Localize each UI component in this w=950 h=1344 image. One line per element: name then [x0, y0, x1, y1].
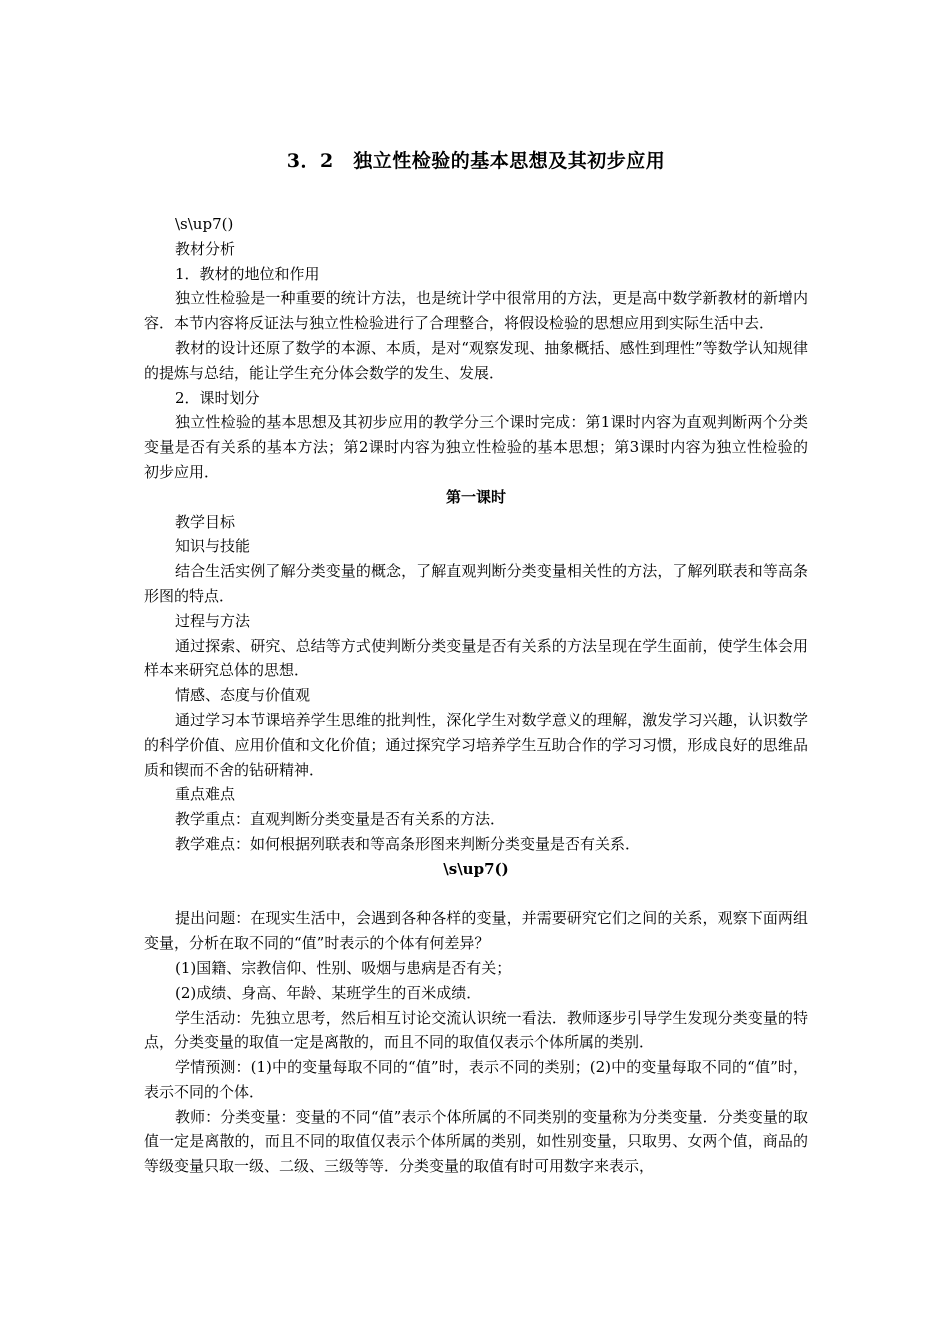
paragraph: 学情预测：(1)中的变量每取不同的“值”时，表示不同的类别；(2)中的变量每取不同的“值”时，表示不同的个体．: [144, 1058, 808, 1101]
subheading-process-method: 过程与方法: [175, 611, 251, 630]
paragraph: 独立性检验的基本思想及其初步应用的教学分三个课时完成：第1课时内容为直观判断两个分类变量是否有关系的基本方法；第2课时内容为独立性检验的基本思想；第3课时内容为独立性检验的初步应用．: [144, 413, 808, 481]
paragraph: 提出问题：在现实生活中，会遇到各种各样的变量，并需要研究它们之间的关系，观察下面两组变量，分析在取不同的“值”时表示的个体有何差异？: [144, 909, 808, 953]
subheading-knowledge-skills: 知识与技能: [175, 537, 251, 556]
document-body: [144, 212, 808, 1179]
paragraph: 独立性检验是一种重要的统计方法，也是统计学中很常用的方法，更是高中数学新教材的新增内容．本节内容将反证法与独立性检验进行了合理整合，将假设检验的思想应用到实际生活中去．: [144, 289, 808, 333]
blank-line: [144, 882, 808, 907]
subheading-status-role: 1．教材的地位和作用: [175, 264, 320, 283]
paragraph: 教学难点：如何根据列联表和等高条形图来判断分类变量是否有关系．: [175, 834, 641, 853]
center-marker: \s\up7(): [443, 859, 509, 878]
section-heading-key-points: 重点难点: [175, 785, 236, 804]
paragraph: 教师：分类变量：变量的不同“值”表示个体所属的不同类别的变量称为分类变量．分类变量的取值一定是离散的，而且不同的取值仅表示个体所属的类别，如性别变量，只取男、女两个值，商品的等级变量只取一级、二级、三级等等．分类变量的取值有时可用数字来表示，: [144, 1107, 808, 1176]
paragraph: 教学重点：直观判断分类变量是否有关系的方法．: [175, 810, 506, 829]
list-item: (1)国籍、宗教信仰、性别、吸烟与患病是否有关；: [175, 958, 512, 977]
subheading-emotion-attitude: 情感、态度与价值观: [175, 686, 311, 705]
paragraph: 教材的设计还原了数学的本源、本质，是对“观察发现、抽象概括、感性到理性”等数学认知规律的提炼与总结，能让学生充分体会数学的发生、发展．: [144, 338, 808, 382]
section-heading-teaching-analysis: 教材分析: [175, 239, 236, 258]
paragraph: 学生活动：先独立思考，然后相互讨论交流认识统一看法．教师逐步引导学生发现分类变量的特点，分类变量的取值一定是离散的，而且不同的取值仅表示个体所属的类别．: [144, 1008, 808, 1052]
paragraph: 结合生活实例了解分类变量的概念，了解直观判断分类变量相关性的方法，了解列联表和等高条形图的特点．: [144, 562, 808, 605]
subheading-lesson-division: 2．课时划分: [175, 388, 260, 407]
lesson-heading: 第一课时: [445, 487, 506, 506]
paragraph-marker: \s\up7(): [175, 215, 234, 233]
list-item: (2)成绩、身高、年龄、某班学生的百米成绩．: [175, 983, 482, 1002]
paragraph: 通过探索、研究、总结等方式使判断分类变量是否有关系的方法呈现在学生面前，使学生体会用样本来研究总体的思想．: [144, 636, 808, 680]
paragraph: 通过学习本节课培养学生思维的批判性，深化学生对数学意义的理解，激发学习兴趣，认识数学的科学价值、应用价值和文化价值；通过探究学习培养学生互助合作的学习习惯，形成良好的思维品质和锲而不舍的钻研精神．: [144, 710, 808, 779]
section-heading-goals: 教学目标: [175, 512, 236, 531]
page-title: 3．2 独立性检验的基本思想及其初步应用: [286, 150, 666, 172]
